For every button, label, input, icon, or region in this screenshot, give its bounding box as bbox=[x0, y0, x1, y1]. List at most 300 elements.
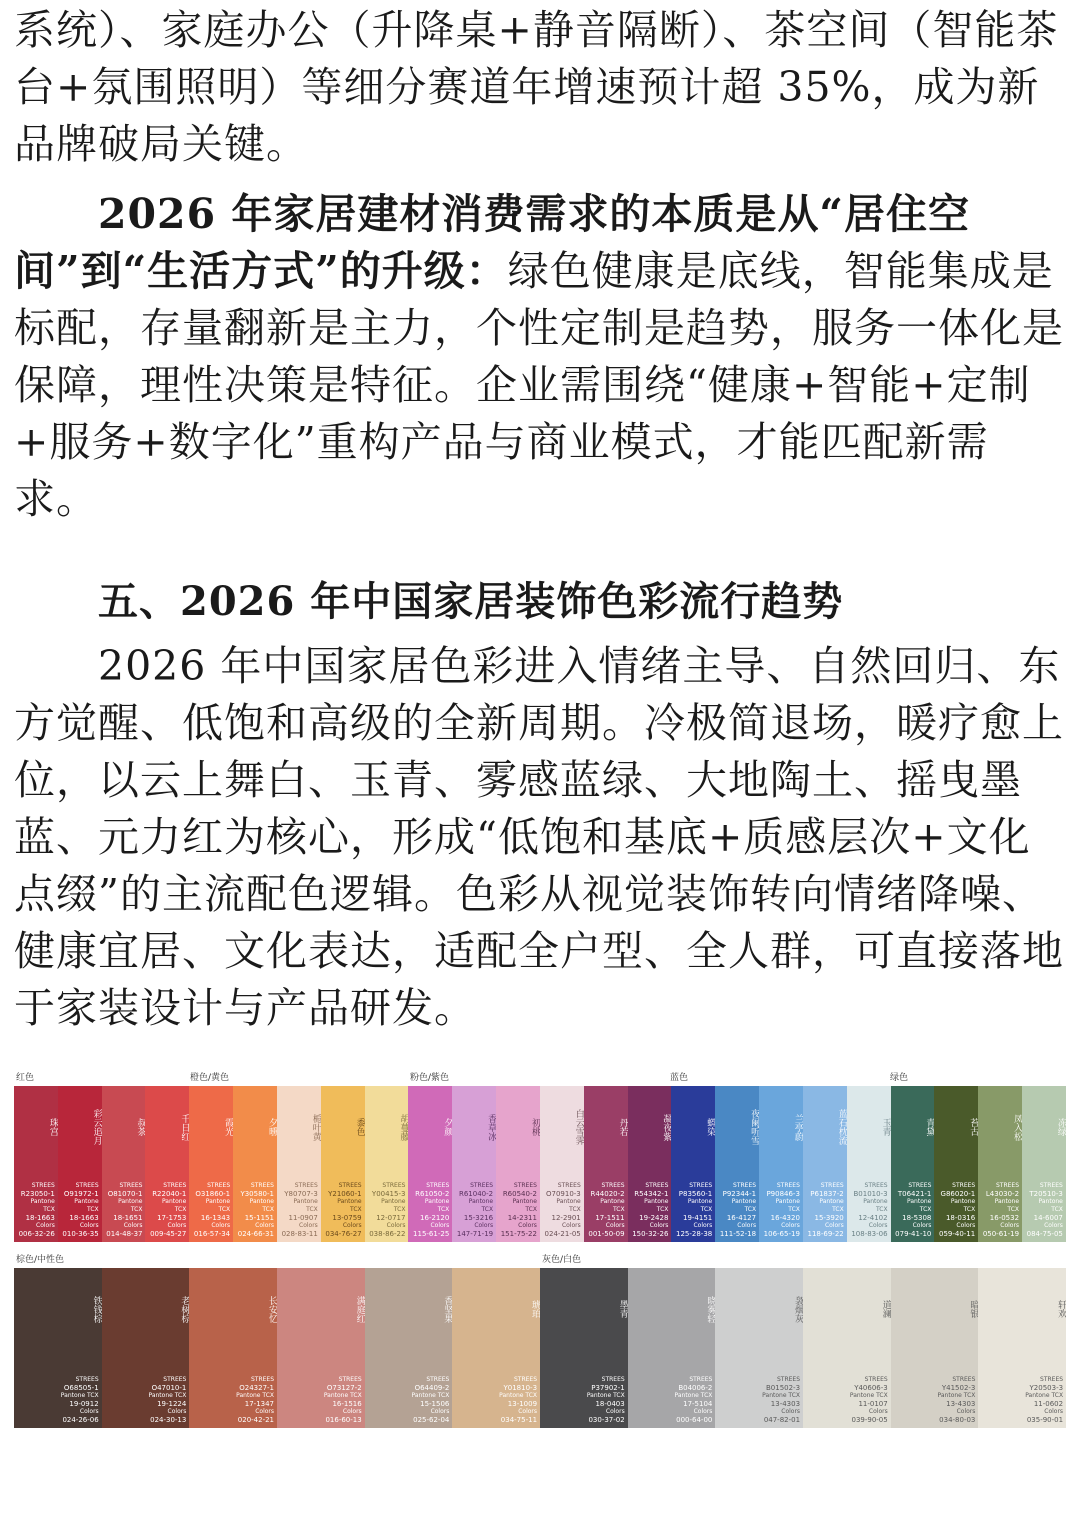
color-swatch bbox=[452, 1268, 540, 1428]
swatch-pantone: 18-1663 bbox=[69, 1214, 99, 1222]
color-swatch bbox=[14, 1268, 102, 1428]
swatch-pantone: 16-1343 bbox=[200, 1214, 231, 1222]
color-swatch bbox=[847, 1086, 891, 1242]
color-swatch bbox=[628, 1086, 672, 1242]
swatch-pantone: 13-4303 bbox=[946, 1400, 976, 1408]
swatch-brand: STREES bbox=[557, 1182, 581, 1189]
color-swatch bbox=[803, 1268, 891, 1428]
swatch-colors-label: Colors bbox=[824, 1222, 844, 1229]
color-swatch bbox=[102, 1268, 190, 1428]
swatch-brand: STREES bbox=[119, 1182, 143, 1189]
swatch-pantone-label: Pantone TCX bbox=[950, 1198, 976, 1213]
swatch-brand: STREES bbox=[820, 1182, 844, 1189]
swatch-code: O64409-2 bbox=[414, 1384, 450, 1392]
swatch-colors: 024-21-05 bbox=[544, 1230, 581, 1238]
swatch-info bbox=[61, 1182, 99, 1238]
color-swatch bbox=[540, 1268, 628, 1428]
swatch-pantone-label: Pantone TCX bbox=[600, 1198, 625, 1213]
swatch-colors-label: Colors bbox=[430, 1408, 450, 1415]
swatch-pantone-label: Pantone TCX bbox=[337, 1198, 362, 1213]
swatch-colors-label: Colors bbox=[342, 1408, 362, 1415]
swatch-pantone: 18-1651 bbox=[113, 1214, 143, 1222]
swatch-brand: STREES bbox=[250, 1182, 274, 1189]
swatch-name: 墨青 bbox=[617, 1300, 628, 1318]
swatch-name: 晓雾轻 bbox=[705, 1295, 716, 1323]
swatch-brand: STREES bbox=[207, 1182, 231, 1189]
color-swatch bbox=[277, 1268, 365, 1428]
swatch-colors: 150-32-26 bbox=[632, 1230, 669, 1238]
swatch-brand: STREES bbox=[426, 1376, 450, 1383]
group-label-brown-neutral: 棕色/中性色 bbox=[16, 1255, 65, 1265]
swatch-info bbox=[981, 1182, 1019, 1238]
swatch-code: R61050-2 bbox=[415, 1190, 450, 1198]
color-swatch bbox=[496, 1086, 540, 1242]
swatch-name: 珠宫 bbox=[47, 1118, 58, 1136]
color-swatch bbox=[628, 1268, 716, 1428]
swatch-info bbox=[324, 1182, 362, 1238]
swatch-colors-label: Colors bbox=[737, 1222, 757, 1229]
swatch-pantone-label: Pantone TCX bbox=[30, 1198, 55, 1213]
swatch-pantone-label: Pantone TCX bbox=[849, 1392, 888, 1399]
swatch-colors-label: Colors bbox=[912, 1222, 932, 1229]
swatch-colors: 024-30-13 bbox=[150, 1416, 187, 1424]
color-swatch bbox=[277, 1086, 321, 1242]
swatch-brand: STREES bbox=[689, 1376, 713, 1383]
swatch-code: O24327-1 bbox=[239, 1384, 275, 1392]
swatch-code: Y01810-3 bbox=[503, 1384, 538, 1392]
summary-body: 绿色健康是底线，智能集成是标配，存量翻新是主力，个性定制是趋势，服务一体化是保障，理性决策是特征。企业需围绕“健康+智能+定制+服务+数字化”重构产品与商业模式，才能匹配新需求。 bbox=[14, 247, 1064, 523]
swatch-pantone-label: Pantone TCX bbox=[687, 1198, 713, 1213]
swatch-info bbox=[192, 1376, 274, 1424]
swatch-code: R60540-2 bbox=[502, 1190, 537, 1198]
swatch-colors-label: Colors bbox=[868, 1408, 888, 1415]
swatch-code: L43030-2 bbox=[985, 1190, 1020, 1198]
swatch-brand: STREES bbox=[776, 1182, 800, 1189]
swatch-colors: 016-57-34 bbox=[193, 1230, 231, 1238]
swatch-pantone: 12-0717 bbox=[376, 1214, 406, 1222]
swatch-pantone: 18-1663 bbox=[25, 1214, 55, 1222]
swatch-pantone: 17-5104 bbox=[683, 1400, 713, 1408]
swatch-info bbox=[543, 1376, 625, 1424]
swatch-code: P92344-1 bbox=[722, 1190, 757, 1198]
swatch-info bbox=[981, 1376, 1063, 1424]
swatch-name: 冻绿 bbox=[1055, 1118, 1066, 1136]
swatch-brand: STREES bbox=[952, 1376, 976, 1383]
swatch-code: O73127-2 bbox=[326, 1384, 362, 1392]
swatch-colors-label: Colors bbox=[36, 1222, 55, 1229]
group-label-green: 绿色 bbox=[890, 1073, 909, 1083]
swatch-code: P90846-3 bbox=[766, 1190, 800, 1198]
swatch-pantone: 15-3920 bbox=[814, 1214, 844, 1222]
swatch-name: 蟒染 bbox=[705, 1118, 716, 1136]
swatch-name: 夜阑听雪 bbox=[749, 1109, 760, 1145]
swatch-code: O31860-1 bbox=[195, 1190, 231, 1198]
swatch-code: Y30580-1 bbox=[240, 1190, 274, 1198]
swatch-row-2 bbox=[14, 1268, 1066, 1428]
swatch-brand: STREES bbox=[338, 1182, 362, 1189]
swatch-pantone-label: Pantone TCX bbox=[381, 1198, 406, 1213]
swatch-colors: 000-64-00 bbox=[676, 1416, 713, 1424]
swatch-pantone-label: Pantone TCX bbox=[424, 1198, 450, 1213]
swatch-brand: STREES bbox=[513, 1376, 538, 1383]
swatch-pantone: 16-4320 bbox=[770, 1214, 800, 1222]
swatch-info bbox=[1025, 1182, 1063, 1238]
swatch-colors-label: Colors bbox=[167, 1408, 187, 1415]
swatch-name: 丹若 bbox=[617, 1118, 628, 1136]
swatch-code: G86020-1 bbox=[940, 1190, 976, 1198]
swatch-brand: STREES bbox=[382, 1182, 406, 1189]
swatch-pantone: 14-6007 bbox=[1033, 1214, 1063, 1222]
swatch-colors: 034-76-27 bbox=[325, 1230, 362, 1238]
swatch-colors-label: Colors bbox=[211, 1222, 231, 1229]
swatch-pantone: 11-0107 bbox=[858, 1400, 888, 1408]
swatch-code: B04006-2 bbox=[678, 1384, 713, 1392]
swatch-name: 凤入松 bbox=[1012, 1113, 1023, 1141]
swatch-name: 胡蔓藤 bbox=[398, 1113, 409, 1141]
swatch-code: R44020-2 bbox=[590, 1190, 625, 1198]
swatch-pantone-label: Pantone TCX bbox=[556, 1198, 581, 1213]
swatch-info bbox=[674, 1182, 712, 1238]
color-swatch bbox=[803, 1086, 847, 1242]
swatch-info bbox=[280, 1182, 318, 1238]
swatch-code: O91972-1 bbox=[63, 1190, 99, 1198]
swatch-code: O81070-1 bbox=[107, 1190, 143, 1198]
swatch-colors-label: Colors bbox=[518, 1222, 537, 1229]
swatch-pantone-label: Pantone TCX bbox=[118, 1198, 143, 1213]
swatch-code: T20510-3 bbox=[1029, 1190, 1063, 1198]
swatch-colors-label: Colors bbox=[299, 1222, 318, 1229]
paragraph-intro: 系统）、家庭办公（升降桌+静音隔断）、茶空间（智能茶台+氛围照明）等细分赛道年增速预计超 35%，成为新品牌破局关键。 bbox=[14, 6, 1059, 168]
swatch-colors: 028-83-11 bbox=[281, 1230, 318, 1238]
swatch-name: 袅烟灰 bbox=[793, 1295, 804, 1323]
swatch-colors-label: Colors bbox=[693, 1222, 713, 1229]
swatch-colors-label: Colors bbox=[693, 1408, 713, 1415]
swatch-pantone: 19-2428 bbox=[639, 1214, 669, 1222]
swatch-colors: 038-86-22 bbox=[369, 1230, 406, 1238]
swatch-code: O47010-1 bbox=[151, 1384, 187, 1392]
swatch-colors-label: Colors bbox=[649, 1222, 669, 1229]
swatch-brand: STREES bbox=[952, 1182, 976, 1189]
swatch-colors-label: Colors bbox=[518, 1408, 538, 1415]
swatch-pantone-label: Pantone TCX bbox=[863, 1198, 888, 1213]
color-swatch bbox=[365, 1268, 453, 1428]
swatch-name: 苔古 bbox=[968, 1118, 979, 1136]
swatch-name: 蓝石枕流 bbox=[836, 1109, 847, 1145]
swatch-brand: STREES bbox=[645, 1182, 669, 1189]
swatch-info bbox=[718, 1376, 800, 1424]
color-swatch bbox=[58, 1086, 102, 1242]
swatch-name: 夕颜 bbox=[442, 1118, 453, 1136]
swatch-info bbox=[236, 1182, 274, 1238]
swatch-colors: 006-32-26 bbox=[18, 1230, 55, 1238]
swatch-brand: STREES bbox=[689, 1182, 713, 1189]
color-swatch bbox=[189, 1268, 277, 1428]
swatch-info bbox=[455, 1376, 537, 1424]
swatch-pantone: 11-0602 bbox=[1033, 1400, 1064, 1408]
swatch-info bbox=[192, 1182, 230, 1238]
swatch-pantone-label: Pantone TCX bbox=[323, 1392, 362, 1399]
swatch-pantone: 15-1506 bbox=[420, 1400, 450, 1408]
swatch-pantone-label: Pantone TCX bbox=[937, 1392, 976, 1399]
swatch-info bbox=[894, 1376, 976, 1424]
swatch-colors-label: Colors bbox=[79, 1222, 99, 1229]
swatch-colors: 020-42-21 bbox=[237, 1416, 275, 1424]
swatch-colors: 115-61-25 bbox=[413, 1230, 450, 1238]
swatch-colors: 118-69-22 bbox=[807, 1230, 844, 1238]
swatch-name: 叔茶 bbox=[135, 1118, 146, 1136]
swatch-colors: 025-62-04 bbox=[413, 1416, 450, 1424]
swatch-name: 栀叶黄 bbox=[310, 1113, 321, 1141]
swatch-brand: STREES bbox=[294, 1182, 318, 1189]
swatch-colors: 147-71-19 bbox=[456, 1230, 494, 1238]
swatch-colors: 009-45-27 bbox=[150, 1230, 187, 1238]
swatch-colors: 059-40-11 bbox=[938, 1230, 976, 1238]
swatch-colors-label: Colors bbox=[386, 1222, 406, 1229]
swatch-brand: STREES bbox=[470, 1182, 494, 1189]
swatch-info bbox=[148, 1182, 186, 1238]
swatch-colors: 016-60-13 bbox=[325, 1416, 362, 1424]
swatch-pantone: 15-3216 bbox=[463, 1214, 494, 1222]
swatch-info bbox=[105, 1376, 187, 1424]
swatch-info bbox=[806, 1376, 888, 1424]
swatch-code: O70910-3 bbox=[546, 1190, 581, 1198]
swatch-pantone: 19-1224 bbox=[157, 1400, 187, 1408]
swatch-pantone: 13-4303 bbox=[770, 1400, 801, 1408]
color-swatch bbox=[891, 1268, 979, 1428]
swatch-name: 白云雪霁 bbox=[573, 1109, 584, 1145]
swatch-code: B01010-3 bbox=[853, 1190, 888, 1198]
swatch-pantone-label: Pantone TCX bbox=[762, 1392, 801, 1399]
swatch-colors: 035-90-01 bbox=[1026, 1416, 1064, 1424]
swatch-pantone: 18-5308 bbox=[902, 1214, 932, 1222]
swatch-pantone-label: Pantone TCX bbox=[249, 1198, 274, 1213]
group-label-blue: 蓝色 bbox=[670, 1073, 689, 1083]
swatch-code: Y80707-3 bbox=[284, 1190, 318, 1198]
color-swatch bbox=[321, 1086, 365, 1242]
swatch-pantone-label: Pantone TCX bbox=[161, 1198, 187, 1213]
swatch-info bbox=[631, 1376, 713, 1424]
swatch-code: B01502-3 bbox=[765, 1384, 801, 1392]
swatch-name: 满庭红 bbox=[354, 1295, 365, 1323]
swatch-pantone: 12-2901 bbox=[551, 1214, 581, 1222]
swatch-info bbox=[368, 1182, 406, 1238]
swatch-pantone: 12-4102 bbox=[858, 1214, 888, 1222]
swatch-pantone: 13-0759 bbox=[332, 1214, 362, 1222]
swatch-colors-label: Colors bbox=[1044, 1222, 1063, 1229]
swatch-colors: 034-80-03 bbox=[939, 1416, 976, 1424]
swatch-colors: 001-50-09 bbox=[588, 1230, 625, 1238]
swatch-colors-label: Colors bbox=[605, 1408, 625, 1415]
summary-bold-lead: 2026 年家居建材消费需求的本质是从“居住空间”到“生活方式”的升级： bbox=[14, 190, 970, 295]
swatch-pantone: 16-0532 bbox=[989, 1214, 1020, 1222]
color-swatch bbox=[452, 1086, 496, 1242]
color-swatch bbox=[1022, 1086, 1066, 1242]
swatch-colors: 151-75-22 bbox=[500, 1230, 537, 1238]
swatch-pantone-label: Pantone TCX bbox=[1038, 1198, 1063, 1213]
color-swatch bbox=[145, 1086, 189, 1242]
swatch-pantone-label: Pantone TCX bbox=[907, 1198, 932, 1213]
swatch-code: R23050-1 bbox=[20, 1190, 55, 1198]
swatch-info bbox=[17, 1376, 99, 1424]
swatch-brand: STREES bbox=[777, 1376, 801, 1383]
color-swatch bbox=[365, 1086, 409, 1242]
swatch-name: 彩云追月 bbox=[91, 1109, 102, 1145]
swatch-brand: STREES bbox=[733, 1182, 757, 1189]
swatch-brand: STREES bbox=[426, 1182, 450, 1189]
swatch-info bbox=[499, 1182, 537, 1238]
swatch-pantone-label: Pantone TCX bbox=[644, 1198, 669, 1213]
swatch-colors: 034-75-11 bbox=[500, 1416, 538, 1424]
swatch-code: R61040-2 bbox=[458, 1190, 494, 1198]
swatch-name: 暗银 bbox=[968, 1300, 979, 1318]
color-swatch bbox=[540, 1086, 584, 1242]
swatch-pantone-label: Pantone TCX bbox=[293, 1198, 318, 1213]
swatch-colors: 039-90-05 bbox=[851, 1416, 888, 1424]
swatch-colors-label: Colors bbox=[123, 1222, 143, 1229]
swatch-name: 道澜 bbox=[880, 1300, 891, 1318]
paragraph-color-trends: 2026 年中国家居色彩进入情绪主导、自然回归、东方觉醒、低饱和高级的全新周期。冷极简退场，暖疗愈上位，以云上舞白、玉青、雾感蓝绿、大地陶土、摇曳墨蓝、元力红为核心，形成“低饱和基底+质感层次+文化点缀”的主流配色逻辑。色彩从视觉装饰转向情绪降噪、健康宜居、文化表达，适配全户型、全人群，可直接落地于家装设计与产品研发。 bbox=[14, 642, 1064, 1032]
swatch-info bbox=[17, 1182, 55, 1238]
section-heading: 五、2026 年中国家居装饰色彩流行趋势 bbox=[98, 578, 844, 625]
swatch-name: 黍色 bbox=[354, 1118, 365, 1136]
swatch-colors-label: Colors bbox=[474, 1222, 494, 1229]
swatch-brand: STREES bbox=[31, 1182, 55, 1189]
swatch-colors-label: Colors bbox=[1000, 1222, 1020, 1229]
swatch-colors-label: Colors bbox=[781, 1408, 801, 1415]
swatch-colors: 111-52-18 bbox=[719, 1230, 757, 1238]
swatch-pantone-label: Pantone TCX bbox=[674, 1392, 713, 1399]
swatch-pantone-label: Pantone TCX bbox=[1025, 1392, 1064, 1399]
swatch-colors-label: Colors bbox=[342, 1222, 362, 1229]
swatch-info bbox=[411, 1182, 449, 1238]
color-swatch bbox=[233, 1086, 277, 1242]
color-swatch bbox=[189, 1086, 233, 1242]
swatch-brand: STREES bbox=[75, 1182, 99, 1189]
swatch-info bbox=[806, 1182, 844, 1238]
swatch-colors-label: Colors bbox=[605, 1222, 625, 1229]
swatch-colors: 010-36-35 bbox=[62, 1230, 99, 1238]
swatch-name: 千日红 bbox=[179, 1113, 190, 1141]
swatch-brand: STREES bbox=[250, 1376, 275, 1383]
swatch-info bbox=[587, 1182, 625, 1238]
color-swatch bbox=[102, 1086, 146, 1242]
swatch-brand: STREES bbox=[1040, 1376, 1064, 1383]
swatch-colors: 106-65-19 bbox=[763, 1230, 800, 1238]
swatch-code: Y40606-3 bbox=[854, 1384, 888, 1392]
swatch-pantone-label: Pantone TCX bbox=[74, 1198, 99, 1213]
swatch-name: 玉青 bbox=[880, 1118, 891, 1136]
swatch-pantone: 15-1151 bbox=[244, 1214, 274, 1222]
swatch-info bbox=[850, 1182, 888, 1238]
swatch-pantone-label: Pantone TCX bbox=[205, 1198, 231, 1213]
swatch-colors: 079-41-10 bbox=[895, 1230, 932, 1238]
color-swatch bbox=[934, 1086, 978, 1242]
swatch-name: 琥珀 bbox=[530, 1300, 541, 1318]
swatch-brand: STREES bbox=[864, 1182, 888, 1189]
swatch-pantone-label: Pantone TCX bbox=[512, 1198, 537, 1213]
swatch-name: 青黛 bbox=[924, 1118, 935, 1136]
swatch-brand: STREES bbox=[163, 1182, 187, 1189]
swatch-row-1 bbox=[14, 1086, 1066, 1242]
swatch-colors: 030-37-02 bbox=[588, 1416, 625, 1424]
color-swatch bbox=[408, 1086, 452, 1242]
swatch-pantone: 17-1347 bbox=[244, 1400, 275, 1408]
swatch-pantone-label: Pantone TCX bbox=[148, 1392, 187, 1399]
swatch-code: Y41502-3 bbox=[941, 1384, 976, 1392]
swatch-name: 老树棕 bbox=[179, 1295, 190, 1323]
swatch-brand: STREES bbox=[864, 1376, 888, 1383]
swatch-pantone: 18-0403 bbox=[595, 1400, 625, 1408]
swatch-colors-label: Colors bbox=[561, 1222, 581, 1229]
swatch-pantone-label: Pantone TCX bbox=[819, 1198, 844, 1213]
swatch-brand: STREES bbox=[996, 1182, 1020, 1189]
group-label-red: 红色 bbox=[16, 1073, 35, 1083]
swatch-pantone: 17-1753 bbox=[157, 1214, 187, 1222]
swatch-colors-label: Colors bbox=[956, 1222, 976, 1229]
swatch-pantone: 16-2120 bbox=[420, 1214, 450, 1222]
swatch-pantone-label: Pantone TCX bbox=[586, 1392, 625, 1399]
swatch-colors-label: Colors bbox=[255, 1408, 275, 1415]
swatch-code: P37902-1 bbox=[591, 1384, 625, 1392]
swatch-code: R22040-1 bbox=[152, 1190, 187, 1198]
swatch-brand: STREES bbox=[601, 1376, 625, 1383]
swatch-name: 霞光 bbox=[223, 1118, 234, 1136]
swatch-info bbox=[762, 1182, 800, 1238]
swatch-name: 香草冰 bbox=[486, 1113, 497, 1141]
swatch-info bbox=[105, 1182, 143, 1238]
swatch-name: 香坚果 bbox=[442, 1295, 453, 1323]
swatch-colors-label: Colors bbox=[167, 1222, 187, 1229]
swatch-pantone: 14-2311 bbox=[507, 1214, 537, 1222]
swatch-colors: 047-82-01 bbox=[763, 1416, 801, 1424]
swatch-name: 夕曛 bbox=[266, 1118, 277, 1136]
swatch-info bbox=[894, 1182, 932, 1238]
swatch-info bbox=[543, 1182, 581, 1238]
swatch-code: P83560-1 bbox=[678, 1190, 713, 1198]
swatch-colors-label: Colors bbox=[956, 1408, 976, 1415]
swatch-colors-label: Colors bbox=[255, 1222, 274, 1229]
swatch-brand: STREES bbox=[163, 1376, 187, 1383]
swatch-info bbox=[280, 1376, 362, 1424]
swatch-colors: 050-61-19 bbox=[982, 1230, 1020, 1238]
color-swatch bbox=[978, 1086, 1022, 1242]
swatch-name: 轩欢 bbox=[1056, 1300, 1067, 1318]
swatch-pantone: 16-1516 bbox=[332, 1400, 362, 1408]
swatch-code: Y20503-3 bbox=[1029, 1384, 1064, 1392]
swatch-pantone: 16-4127 bbox=[726, 1214, 757, 1222]
color-swatch bbox=[584, 1086, 628, 1242]
swatch-colors: 024-66-31 bbox=[237, 1230, 274, 1238]
swatch-brand: STREES bbox=[1039, 1182, 1063, 1189]
swatch-code: Y21060-1 bbox=[328, 1190, 362, 1198]
swatch-pantone-label: Pantone TCX bbox=[499, 1392, 538, 1399]
swatch-brand: STREES bbox=[601, 1182, 625, 1189]
group-label-orange-yellow: 橙色/黄色 bbox=[190, 1073, 230, 1083]
swatch-info bbox=[718, 1182, 756, 1238]
swatch-brand: STREES bbox=[75, 1376, 99, 1383]
swatch-colors: 125-28-38 bbox=[676, 1230, 713, 1238]
swatch-code: P61837-2 bbox=[810, 1190, 844, 1198]
swatch-brand: STREES bbox=[513, 1182, 537, 1189]
color-swatch bbox=[14, 1086, 58, 1242]
swatch-colors-label: Colors bbox=[868, 1222, 888, 1229]
swatch-info bbox=[455, 1182, 493, 1238]
swatch-code: O68505-1 bbox=[63, 1384, 99, 1392]
swatch-info bbox=[937, 1182, 975, 1238]
swatch-pantone-label: Pantone TCX bbox=[775, 1198, 800, 1213]
swatch-name: 凝夜紫 bbox=[661, 1113, 672, 1141]
paragraph-summary bbox=[14, 186, 1069, 528]
